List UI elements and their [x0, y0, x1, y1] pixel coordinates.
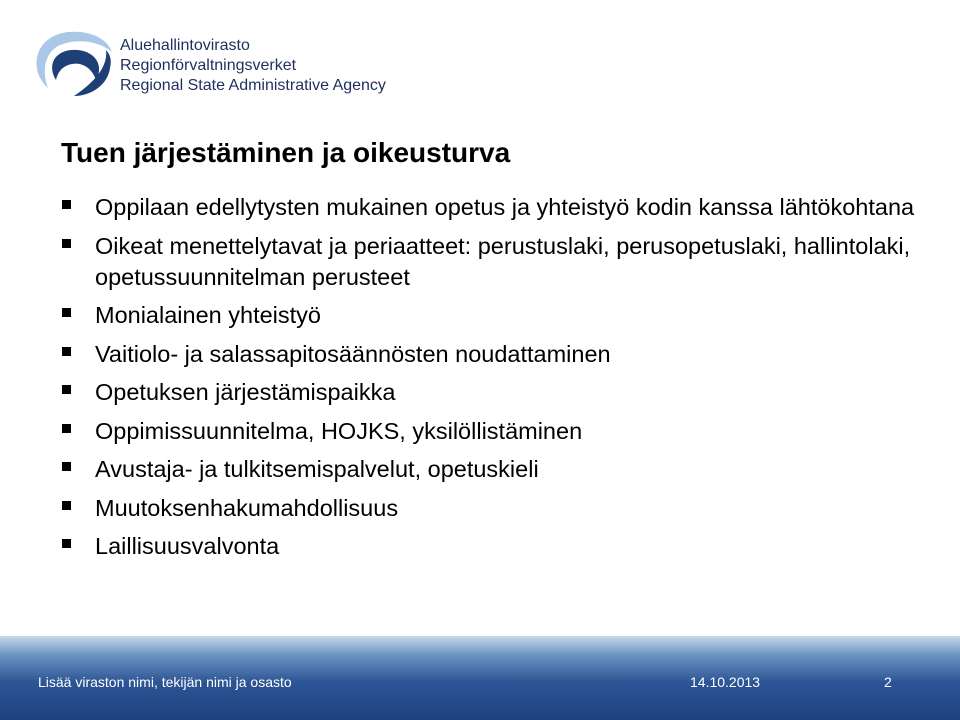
bullet-text: Oikeat menettelytavat ja periaatteet: perustuslaki, perusopetuslaki, hallintolaki, opetussuunnitelman perusteet: [95, 232, 911, 290]
bullet-text: Oppimissuunnitelma, HOJKS, yksilöllistäminen: [95, 417, 583, 444]
agency-name-finnish: Aluehallintovirasto: [120, 37, 250, 54]
bullet-item: [60, 454, 920, 485]
bullet-list: [60, 192, 920, 570]
agency-logo-icon: [26, 22, 116, 102]
bullet-item: [60, 231, 920, 293]
agency-name-english: Regional State Administrative Agency: [120, 77, 386, 94]
square-bullet-icon: [62, 385, 71, 394]
square-bullet-icon: [62, 424, 71, 433]
bullet-text: Muutoksenhakumahdollisuus: [95, 494, 399, 521]
bullet-item: [60, 339, 920, 370]
slide-footer: [0, 636, 960, 720]
agency-name-swedish: Regionförvaltningsverket: [120, 57, 297, 74]
bullet-text: Opetuksen järjestämispaikka: [95, 379, 396, 405]
bullet-text: Vaitiolo- ja salassapitosäännösten noudattaminen: [95, 340, 611, 367]
slide-header: [0, 0, 960, 110]
bullet-text: Oppilaan edellytysten mukainen opetus ja yhteistyö kodin kanssa lähtökohtana: [95, 194, 915, 220]
square-bullet-icon: [62, 501, 71, 510]
bullet-text: Monialainen yhteistyö: [95, 302, 321, 328]
square-bullet-icon: [62, 239, 71, 248]
slide-title: Tuen järjestäminen ja oikeusturva: [61, 137, 511, 168]
footer-date: 14.10.2013: [690, 674, 761, 690]
bullet-item: [60, 192, 920, 223]
bullet-text: Laillisuusvalvonta: [95, 533, 280, 559]
square-bullet-icon: [62, 347, 71, 356]
bullet-item: [60, 377, 920, 408]
square-bullet-icon: [62, 462, 71, 471]
square-bullet-icon: [62, 539, 71, 548]
page-number: 2: [884, 674, 892, 690]
bullet-item: [60, 300, 920, 331]
bullet-item: [60, 416, 920, 447]
agency-name: [120, 36, 386, 96]
square-bullet-icon: [62, 200, 71, 209]
square-bullet-icon: [62, 308, 71, 317]
footer-author-text: Lisää viraston nimi, tekijän nimi ja osasto: [38, 674, 292, 690]
bullet-item: [60, 493, 920, 524]
bullet-item: [60, 531, 920, 562]
bullet-text: Avustaja- ja tulkitsemispalvelut, opetuskieli: [95, 456, 539, 482]
